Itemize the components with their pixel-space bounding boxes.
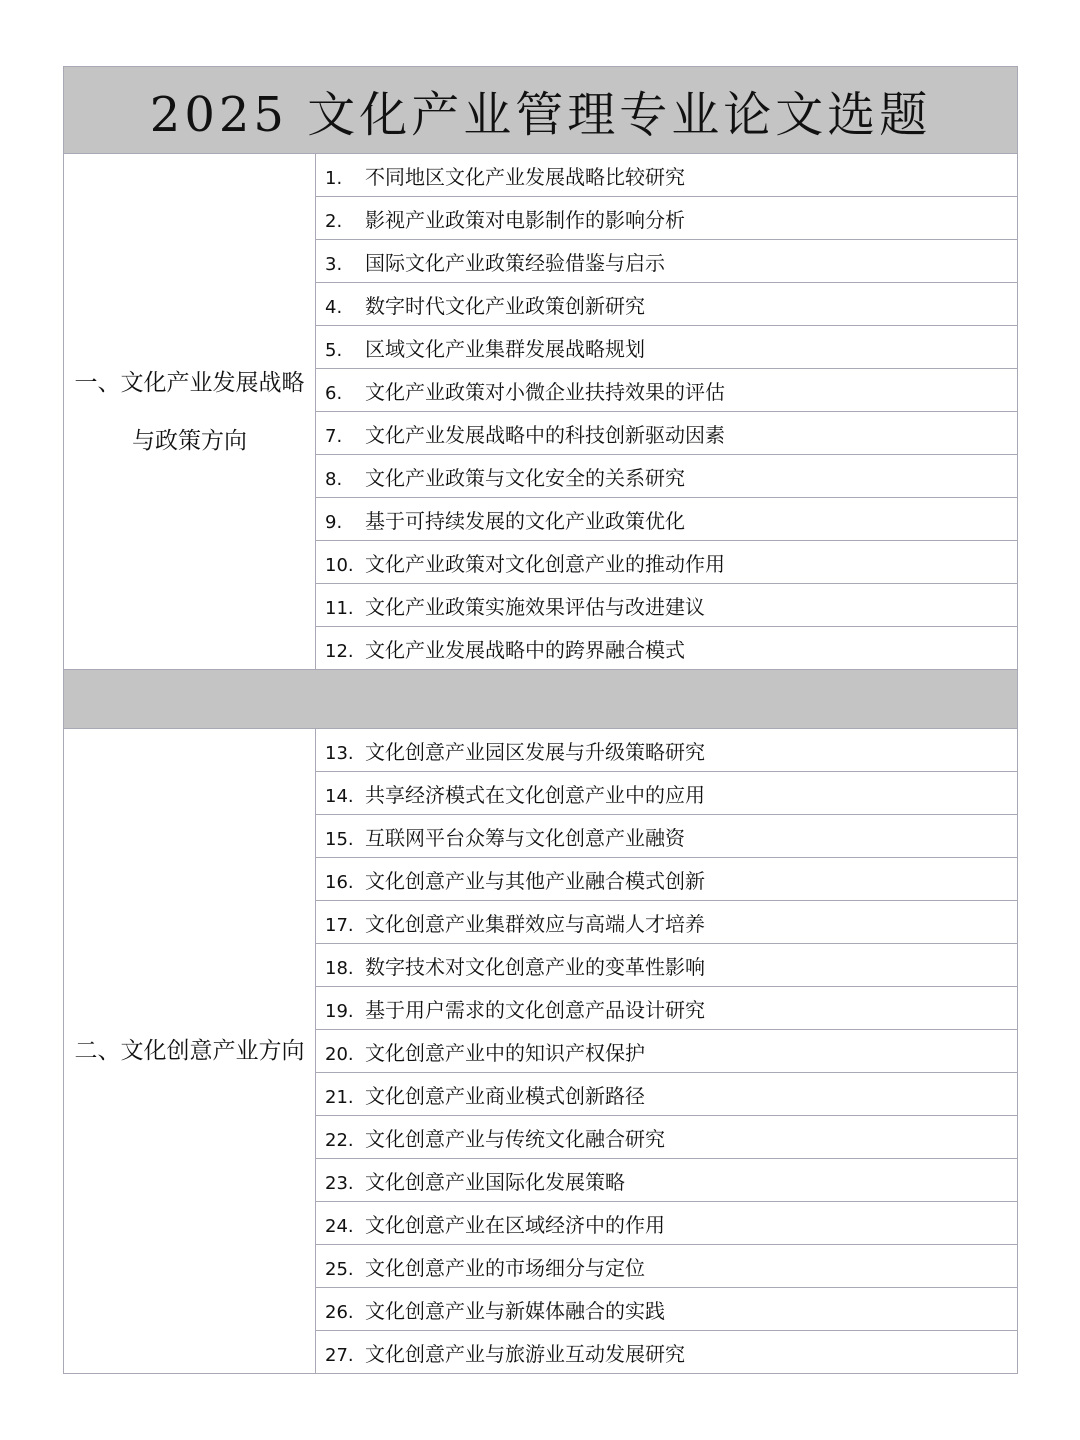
topic-cell — [316, 197, 1018, 240]
topic-title: 文化创意产业园区发展与升级策略研究 — [365, 739, 705, 764]
topic-number: 14. — [325, 785, 354, 807]
topic-number: 1. — [325, 167, 343, 189]
topic-title: 国际文化产业政策经验借鉴与启示 — [365, 250, 665, 275]
topic-title: 共享经济模式在文化创意产业中的应用 — [365, 782, 705, 807]
topic-number: 2. — [325, 210, 343, 232]
topic-cell — [316, 1030, 1018, 1073]
topic-cell — [316, 1202, 1018, 1245]
topic-cell — [316, 772, 1018, 815]
topic-number: 17. — [325, 914, 354, 936]
topic-cell — [316, 858, 1018, 901]
topic-number: 13. — [325, 742, 354, 764]
topic-number: 7. — [325, 425, 343, 447]
topic-cell — [316, 627, 1018, 670]
section-divider — [64, 670, 1018, 729]
topic-number: 20. — [325, 1043, 354, 1065]
topic-row — [64, 154, 1018, 197]
topic-cell — [316, 1331, 1018, 1374]
topic-title: 文化产业发展战略中的跨界融合模式 — [365, 637, 685, 662]
topic-title: 文化创意产业与旅游业互动发展研究 — [365, 1341, 685, 1366]
topic-number: 27. — [325, 1344, 354, 1366]
topic-cell — [316, 901, 1018, 944]
topic-cell — [316, 1288, 1018, 1331]
topic-cell — [316, 584, 1018, 627]
topic-cell — [316, 498, 1018, 541]
category-label: 一、文化产业发展战略与政策方向 — [74, 369, 305, 454]
title-row — [64, 67, 1018, 154]
topic-cell — [316, 154, 1018, 197]
topic-number: 22. — [325, 1129, 354, 1151]
topic-cell — [316, 815, 1018, 858]
topic-cell — [316, 729, 1018, 772]
topic-cell — [316, 283, 1018, 326]
topic-title: 文化创意产业与其他产业融合模式创新 — [365, 868, 705, 893]
topic-title: 文化创意产业与新媒体融合的实践 — [365, 1298, 665, 1323]
topic-cell — [316, 455, 1018, 498]
topic-cell — [316, 412, 1018, 455]
topic-number: 9. — [325, 511, 343, 533]
topic-title: 文化产业政策对文化创意产业的推动作用 — [365, 551, 725, 576]
section-divider-row — [64, 670, 1018, 729]
topic-cell — [316, 326, 1018, 369]
topic-title: 文化创意产业在区域经济中的作用 — [365, 1212, 665, 1237]
topic-number: 5. — [325, 339, 343, 361]
topic-number: 23. — [325, 1172, 354, 1194]
topic-title: 影视产业政策对电影制作的影响分析 — [365, 207, 685, 232]
topic-number: 26. — [325, 1301, 354, 1323]
topic-title: 文化创意产业的市场细分与定位 — [365, 1255, 645, 1280]
topic-title: 文化创意产业集群效应与高端人才培养 — [365, 911, 705, 936]
topic-number: 11. — [325, 597, 354, 619]
topic-title: 文化创意产业与传统文化融合研究 — [365, 1126, 665, 1151]
topic-number: 18. — [325, 957, 354, 979]
topic-cell — [316, 541, 1018, 584]
topic-cell — [316, 1116, 1018, 1159]
topic-number: 3. — [325, 253, 343, 275]
topic-cell — [316, 944, 1018, 987]
topic-title: 基于用户需求的文化创意产品设计研究 — [365, 997, 705, 1022]
topic-cell — [316, 369, 1018, 412]
topic-number: 16. — [325, 871, 354, 893]
topic-title: 数字时代文化产业政策创新研究 — [365, 293, 645, 318]
topic-number: 12. — [325, 640, 354, 662]
topics-table-body — [64, 67, 1018, 1374]
topic-cell — [316, 1159, 1018, 1202]
topic-title: 文化创意产业中的知识产权保护 — [365, 1040, 645, 1065]
topic-number: 6. — [325, 382, 343, 404]
topic-title: 基于可持续发展的文化产业政策优化 — [365, 508, 685, 533]
topic-title: 文化产业政策与文化安全的关系研究 — [365, 465, 685, 490]
topic-title: 互联网平台众筹与文化创意产业融资 — [365, 825, 685, 850]
topic-cell — [316, 987, 1018, 1030]
topic-title: 文化产业政策实施效果评估与改进建议 — [365, 594, 705, 619]
topic-cell — [316, 1245, 1018, 1288]
topics-table — [63, 66, 1018, 1374]
category-cell — [64, 729, 316, 1374]
topic-title: 文化创意产业商业模式创新路径 — [365, 1083, 645, 1108]
topic-number: 24. — [325, 1215, 354, 1237]
page-title: 2025 文化产业管理专业论文选题 — [149, 86, 932, 143]
topic-number: 15. — [325, 828, 354, 850]
topic-cell — [316, 1073, 1018, 1116]
topic-title: 文化创意产业国际化发展策略 — [365, 1169, 625, 1194]
topic-title: 文化产业发展战略中的科技创新驱动因素 — [365, 422, 725, 447]
topic-number: 10. — [325, 554, 354, 576]
topic-title: 数字技术对文化创意产业的变革性影响 — [365, 954, 705, 979]
topic-number: 25. — [325, 1258, 354, 1280]
category-cell — [64, 154, 316, 670]
topic-number: 19. — [325, 1000, 354, 1022]
topic-title: 区域文化产业集群发展战略规划 — [365, 336, 645, 361]
title-cell — [64, 67, 1018, 154]
topic-number: 4. — [325, 296, 343, 318]
topic-number: 21. — [325, 1086, 354, 1108]
category-label: 二、文化创意产业方向 — [74, 1038, 305, 1064]
topic-title: 文化产业政策对小微企业扶持效果的评估 — [365, 379, 725, 404]
topic-cell — [316, 240, 1018, 283]
topic-number: 8. — [325, 468, 343, 490]
topic-title: 不同地区文化产业发展战略比较研究 — [365, 164, 685, 189]
topic-row — [64, 729, 1018, 772]
